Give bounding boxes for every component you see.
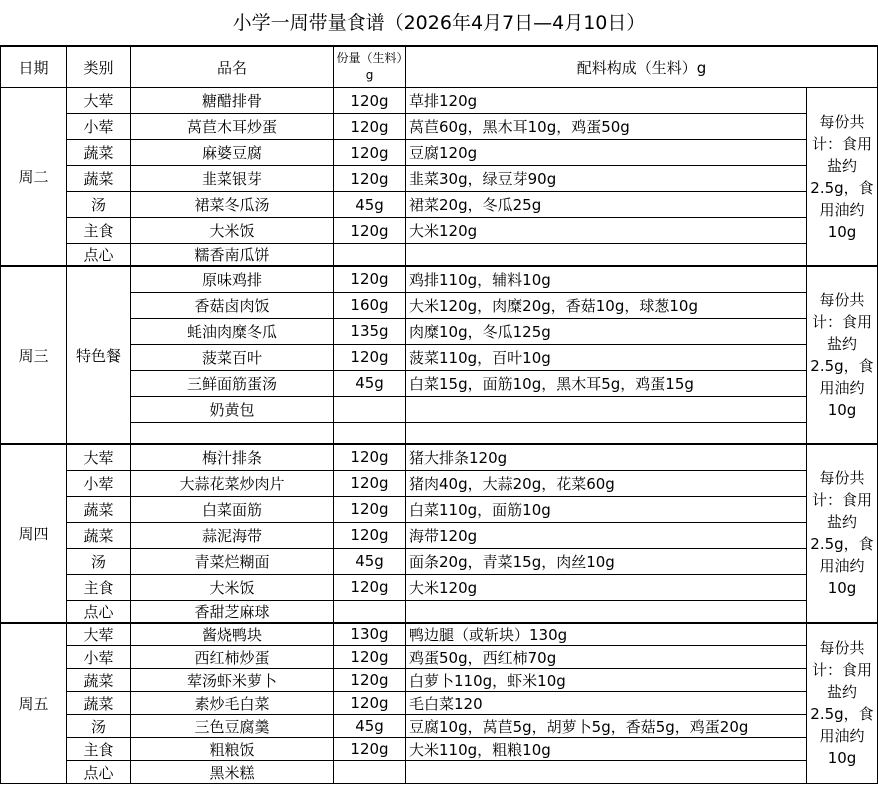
portion-value: 120g bbox=[334, 692, 406, 715]
category-label: 点心 bbox=[67, 600, 131, 623]
category-label: 主食 bbox=[67, 738, 131, 761]
dish-name: 菠菜百叶 bbox=[131, 344, 334, 370]
nutrition-note: 每份共计：食用盐约2.5g，食用油约10g bbox=[807, 266, 878, 444]
ingredients-value: 猪肉40g，大蒜20g，花菜60g bbox=[406, 470, 807, 496]
day-label: 周五 bbox=[1, 623, 67, 784]
ingredients-value: 海带120g bbox=[406, 522, 807, 548]
dish-name: 韭菜银芽 bbox=[131, 166, 334, 192]
dish-name: 裙菜冬瓜汤 bbox=[131, 192, 334, 218]
nutrition-note: 每份共计：食用盐约2.5g，食用油约10g bbox=[807, 444, 878, 623]
page-title: 小学一周带量食谱（2026年4月7日—4月10日） bbox=[0, 0, 878, 46]
table-row bbox=[1, 574, 878, 600]
ingredients-value: 白菜110g，面筋10g bbox=[406, 496, 807, 522]
day-label: 周四 bbox=[1, 444, 67, 623]
dish-name: 糯香南瓜饼 bbox=[131, 244, 334, 267]
portion-value: 120g bbox=[334, 522, 406, 548]
header-row bbox=[1, 47, 878, 88]
dish-name: 麻婆豆腐 bbox=[131, 140, 334, 166]
portion-value bbox=[334, 396, 406, 422]
header-date: 日期 bbox=[1, 47, 67, 88]
category-label: 大荤 bbox=[67, 623, 131, 646]
portion-value: 160g bbox=[334, 292, 406, 318]
table-row bbox=[1, 370, 878, 396]
ingredients-value: 大米110g，粗粮10g bbox=[406, 738, 807, 761]
portion-value: 120g bbox=[334, 574, 406, 600]
table-row bbox=[1, 738, 878, 761]
portion-value: 120g bbox=[334, 669, 406, 692]
portion-value: 120g bbox=[334, 88, 406, 114]
category-label: 小荤 bbox=[67, 470, 131, 496]
table-row bbox=[1, 114, 878, 140]
table-row bbox=[1, 444, 878, 470]
ingredients-value: 鸡蛋50g，西红柿70g bbox=[406, 646, 807, 669]
category-label: 点心 bbox=[67, 244, 131, 267]
ingredients-value: 白菜15g，面筋10g，黑木耳5g，鸡蛋15g bbox=[406, 370, 807, 396]
portion-value: 120g bbox=[334, 646, 406, 669]
portion-value bbox=[334, 422, 406, 444]
dish-name: 黑米糕 bbox=[131, 761, 334, 784]
menu-table bbox=[0, 46, 878, 784]
table-row bbox=[1, 715, 878, 738]
portion-value: 120g bbox=[334, 140, 406, 166]
table-row bbox=[1, 470, 878, 496]
category-label: 蔬菜 bbox=[67, 140, 131, 166]
ingredients-value: 莴苣60g，黑木耳10g，鸡蛋50g bbox=[406, 114, 807, 140]
header-ingredients: 配料构成（生料）g bbox=[406, 47, 878, 88]
ingredients-value bbox=[406, 761, 807, 784]
dish-name: 蚝油肉糜冬瓜 bbox=[131, 318, 334, 344]
ingredients-value bbox=[406, 244, 807, 267]
category-label: 主食 bbox=[67, 218, 131, 244]
ingredients-value: 草排120g bbox=[406, 88, 807, 114]
category-label: 大荤 bbox=[67, 88, 131, 114]
portion-value: 45g bbox=[334, 715, 406, 738]
dish-name: 三色豆腐羹 bbox=[131, 715, 334, 738]
ingredients-value: 豆腐120g bbox=[406, 140, 807, 166]
day-label: 周三 bbox=[1, 266, 67, 444]
table-row bbox=[1, 140, 878, 166]
portion-value: 120g bbox=[334, 444, 406, 470]
portion-value bbox=[334, 600, 406, 623]
portion-value: 130g bbox=[334, 623, 406, 646]
portion-value bbox=[334, 761, 406, 784]
ingredients-value bbox=[406, 396, 807, 422]
header-category: 类别 bbox=[67, 47, 131, 88]
dish-name: 荤汤虾米萝卜 bbox=[131, 669, 334, 692]
category-label: 小荤 bbox=[67, 114, 131, 140]
dish-name: 素炒毛白菜 bbox=[131, 692, 334, 715]
portion-value: 120g bbox=[334, 738, 406, 761]
dish-name: 莴苣木耳炒蛋 bbox=[131, 114, 334, 140]
table-row bbox=[1, 422, 878, 444]
table-row bbox=[1, 218, 878, 244]
ingredients-value bbox=[406, 422, 807, 444]
table-row bbox=[1, 522, 878, 548]
dish-name: 大蒜花菜炒肉片 bbox=[131, 470, 334, 496]
table-row bbox=[1, 623, 878, 646]
portion-value: 120g bbox=[334, 470, 406, 496]
category-label: 大荤 bbox=[67, 444, 131, 470]
table-row bbox=[1, 244, 878, 267]
ingredients-value: 裙菜20g，冬瓜25g bbox=[406, 192, 807, 218]
ingredients-value: 鸡排110g，辅料10g bbox=[406, 266, 807, 292]
portion-value: 120g bbox=[334, 218, 406, 244]
ingredients-value bbox=[406, 600, 807, 623]
table-row bbox=[1, 266, 878, 292]
portion-value: 120g bbox=[334, 266, 406, 292]
dish-name: 大米饭 bbox=[131, 218, 334, 244]
portion-value bbox=[334, 244, 406, 267]
header-portion: 份量（生料）g bbox=[334, 47, 406, 88]
ingredients-value: 肉糜10g，冬瓜125g bbox=[406, 318, 807, 344]
dish-name: 香菇卤肉饭 bbox=[131, 292, 334, 318]
category-label: 汤 bbox=[67, 715, 131, 738]
portion-value: 120g bbox=[334, 114, 406, 140]
table-row bbox=[1, 646, 878, 669]
portion-value: 120g bbox=[334, 344, 406, 370]
category-label: 蔬菜 bbox=[67, 692, 131, 715]
table-row bbox=[1, 88, 878, 114]
table-row bbox=[1, 548, 878, 574]
header-dish: 品名 bbox=[131, 47, 334, 88]
portion-value: 120g bbox=[334, 496, 406, 522]
dish-name: 蒜泥海带 bbox=[131, 522, 334, 548]
dish-name: 粗粮饭 bbox=[131, 738, 334, 761]
dish-name: 原味鸡排 bbox=[131, 266, 334, 292]
portion-value: 45g bbox=[334, 548, 406, 574]
portion-value: 135g bbox=[334, 318, 406, 344]
dish-name bbox=[131, 422, 334, 444]
dish-name: 奶黄包 bbox=[131, 396, 334, 422]
dish-name: 梅汁排条 bbox=[131, 444, 334, 470]
portion-value: 45g bbox=[334, 370, 406, 396]
category-label: 特色餐 bbox=[67, 266, 131, 444]
category-label: 点心 bbox=[67, 761, 131, 784]
category-label: 汤 bbox=[67, 548, 131, 574]
table-row bbox=[1, 166, 878, 192]
ingredients-value: 豆腐10g，莴苣5g，胡萝卜5g，香菇5g，鸡蛋20g bbox=[406, 715, 807, 738]
portion-value: 45g bbox=[334, 192, 406, 218]
table-row bbox=[1, 318, 878, 344]
category-label: 主食 bbox=[67, 574, 131, 600]
table-row bbox=[1, 761, 878, 784]
portion-value: 120g bbox=[334, 166, 406, 192]
dish-name: 酱烧鸭块 bbox=[131, 623, 334, 646]
category-label: 小荤 bbox=[67, 646, 131, 669]
nutrition-note: 每份共计：食用盐约2.5g，食用油约10g bbox=[807, 88, 878, 267]
ingredients-value: 面条20g，青菜15g，肉丝10g bbox=[406, 548, 807, 574]
ingredients-value: 白萝卜110g，虾米10g bbox=[406, 669, 807, 692]
ingredients-value: 菠菜110g，百叶10g bbox=[406, 344, 807, 370]
dish-name: 大米饭 bbox=[131, 574, 334, 600]
table-row bbox=[1, 292, 878, 318]
table-row bbox=[1, 600, 878, 623]
dish-name: 西红柿炒蛋 bbox=[131, 646, 334, 669]
menu-body bbox=[1, 88, 878, 784]
ingredients-value: 毛白菜120 bbox=[406, 692, 807, 715]
category-label: 汤 bbox=[67, 192, 131, 218]
ingredients-value: 鸭边腿（或斩块）130g bbox=[406, 623, 807, 646]
ingredients-value: 猪大排条120g bbox=[406, 444, 807, 470]
ingredients-value: 大米120g，肉糜20g，香菇10g，球葱10g bbox=[406, 292, 807, 318]
table-row bbox=[1, 192, 878, 218]
dish-name: 青菜烂糊面 bbox=[131, 548, 334, 574]
table-row bbox=[1, 396, 878, 422]
day-label: 周二 bbox=[1, 88, 67, 267]
table-row bbox=[1, 692, 878, 715]
table-row bbox=[1, 496, 878, 522]
category-label: 蔬菜 bbox=[67, 496, 131, 522]
dish-name: 白菜面筋 bbox=[131, 496, 334, 522]
ingredients-value: 大米120g bbox=[406, 574, 807, 600]
category-label: 蔬菜 bbox=[67, 669, 131, 692]
dish-name: 糖醋排骨 bbox=[131, 88, 334, 114]
category-label: 蔬菜 bbox=[67, 522, 131, 548]
dish-name: 香甜芝麻球 bbox=[131, 600, 334, 623]
ingredients-value: 大米120g bbox=[406, 218, 807, 244]
ingredients-value: 韭菜30g，绿豆芽90g bbox=[406, 166, 807, 192]
nutrition-note: 每份共计：食用盐约2.5g，食用油约10g bbox=[807, 623, 878, 784]
table-row bbox=[1, 344, 878, 370]
dish-name: 三鲜面筋蛋汤 bbox=[131, 370, 334, 396]
table-row bbox=[1, 669, 878, 692]
category-label: 蔬菜 bbox=[67, 166, 131, 192]
